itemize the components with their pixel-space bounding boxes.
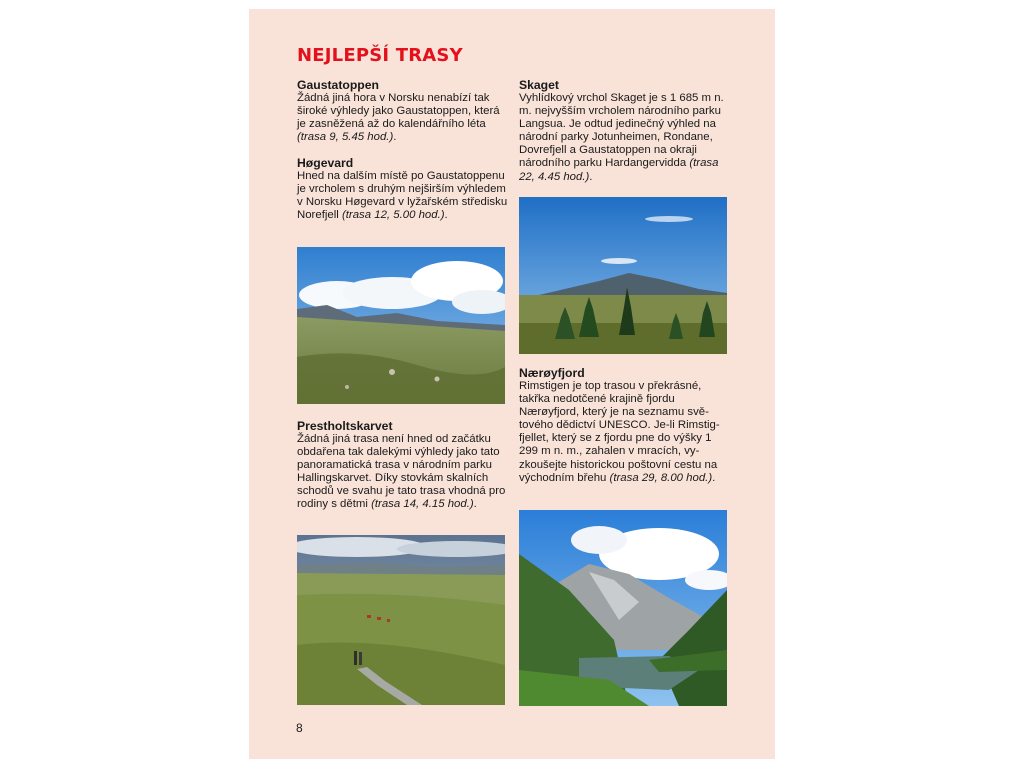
route-description: Žádná jiná hora v Norsku nenabízí tak široké výhledy jako Gaustatoppen, která je zasněžená až do kalendářního léta (trasa 9, 5.45 hod.). — [297, 92, 500, 144]
photo-mountain-pines — [519, 197, 727, 354]
route-entry-prestholtskarvet — [297, 420, 509, 512]
route-description: Vyhlídkový vrchol Skaget je s 1 685 m n. m. nejvyšším vrcholem národního parku Langsua. Je odtud jedinečný výhled na národní parky Jotunheimen, Rondane, Dovrefjell a Gaustatoppen na okraji národního parku Hardangervidda (trasa 22, 4.45 hod.). — [519, 92, 724, 183]
route-entry-skaget — [519, 79, 733, 184]
route-entry-naeroyfjord — [519, 367, 733, 485]
photo-valley-hikers — [297, 535, 505, 705]
route-reference: (trasa 9, 5.45 hod.) — [297, 131, 394, 144]
route-description: Žádná jiná trasa není hned od začátku obdařena tak dalekými výhledy jako tato panoramatická trasa v národním parku Hallingskarvet. Díky stovkám skalních schodů ve svahu je tato trasa vhodná pro rodiny s dětmi (trasa 14, 4.15 hod.). — [297, 433, 506, 511]
route-reference: (trasa 29, 8.00 hod.) — [609, 471, 713, 484]
route-reference: (trasa 14, 4.15 hod.) — [371, 498, 474, 511]
photo-mountain-plateau — [297, 247, 505, 404]
route-title: Nærøyfjord — [519, 366, 585, 380]
route-reference: (trasa 22, 4.45 hod.) — [519, 157, 719, 183]
route-title: Skaget — [519, 78, 559, 92]
route-title: Prestholtskarvet — [297, 419, 393, 433]
route-title: Gaustatoppen — [297, 78, 379, 92]
photo-fjord — [519, 510, 727, 706]
route-description: Hned na dalším místě po Gaustatoppenu je vrcholem s druhým nejširším výhledem v Norsku Høgevard v lyžařském středisku Norefjell (trasa 12, 5.00 hod.). — [297, 170, 508, 222]
route-entry-hogevard — [297, 157, 509, 222]
page-number: 8 — [296, 721, 303, 735]
page-heading: NEJLEPŠÍ TRASY — [297, 45, 463, 66]
route-description: Rimstigen je top trasou v překrásné, takřka nedotčené krajině fjordu Nærøyfjord, který je na seznamu světového dědictví UNESCO. Je-li Rimstigfjellet, který se z fjordu pne do výšky 1 299 m n. m., zahalen v mracích, vyzkoušejte historickou poštovní cestu na východním břehu (trasa 29, 8.00 hod.). — [519, 380, 720, 484]
route-reference: (trasa 12, 5.00 hod.) — [341, 209, 445, 222]
route-entry-gaustatoppen — [297, 79, 509, 144]
route-title: Høgevard — [297, 156, 354, 170]
book-page — [249, 9, 775, 759]
